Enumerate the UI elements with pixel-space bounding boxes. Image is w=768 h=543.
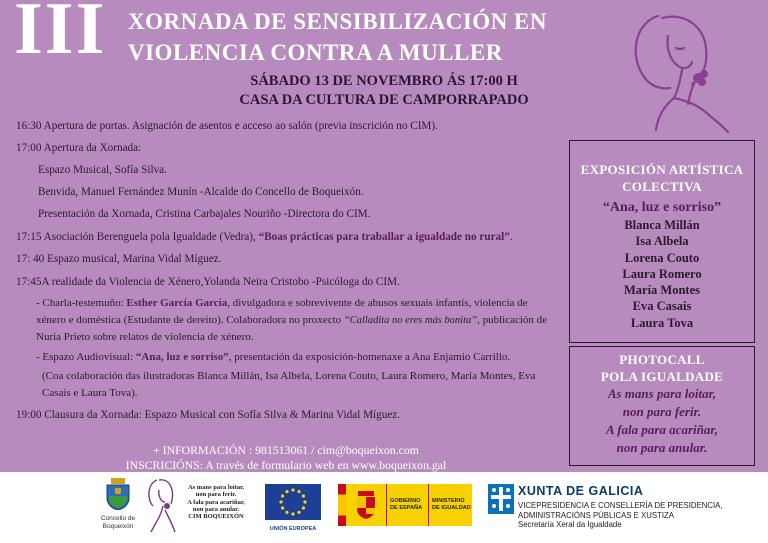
sub-talk-label: - Charla-testemuño: [36,297,127,309]
gov-label-2: DE ESPAÑA [390,505,423,511]
artist-name: Eva Casais [632,299,692,314]
photocall-motto-line: A fala para acariñar, [606,422,718,437]
exhibition-heading-2: COLECTIVA [622,179,702,194]
spain-coat-of-arms-icon [355,491,377,519]
program [0,115,565,435]
cim-motto-line: non para anular. [192,505,240,513]
artist-name: Laura Tova [630,315,694,330]
exhibition-heading-1: EXPOSICIÓN ARTÍSTICA [580,162,744,177]
ministry-label [428,484,472,526]
spain-flag-stripe [338,484,346,526]
photocall-motto-line: non para ferir. [622,404,702,419]
photocall-heading-1: PHOTOCALL [619,352,705,367]
program-sub-audiovisual [36,349,560,366]
xunta-cross-icon [488,484,514,514]
exhibition-title: “Ana, luz e sorriso” [602,200,722,215]
artist-name: Laura Romero [622,266,702,281]
gov-label-1: GOBIERNO [390,498,421,504]
photocall-heading [570,351,754,385]
sub-talk-project: “Calladita no eres más bonita” [343,314,478,326]
program-item-1700: 17:00 Apertura da Xornada: [16,142,142,154]
xunta-department-1: VICEPRESIDENCIA E CONSELLERÍA DE PRESIDENCIA, [518,501,723,510]
sub-talk-speaker: Esther García García [126,297,228,309]
ministry-label-1: MINISTERIO [432,498,465,504]
concello-name-2: Boqueixón [102,522,134,530]
program-sub-talk [36,295,560,346]
program-item-1745: 17:45A realidade da Violencia de Xénero,Yolanda Neira Cristobo -Psicóloga do CIM. [16,276,400,288]
xunta-department-2: ADMINISTRACIÓNS PÚBLICAS E XUSTIZA [518,510,674,520]
spain-arms-panel [346,484,386,526]
artist-name: María Montes [623,283,701,298]
program-item-music: Espazo Musical, Sofía Silva. [38,164,167,176]
photocall-box [569,346,755,466]
program-item-1715 [16,226,513,248]
program-item-welcome: Benvida, Manuel Fernández Munín -Alcalde do Concello de Boqueixón. [38,186,364,198]
program-item-1715-title: “Boas prácticas para traballar a igualdade no rural” [258,231,510,243]
exhibition-heading [570,161,754,195]
program-item-1630: 16:30 Apertura de portas. Asignación de asentos e acceso ao salón (previa inscrición no CIM). [16,120,438,132]
xunta-name: XUNTA DE GALICIA [518,484,644,498]
photocall-heading-2: POLA IGUALDADE [600,369,724,384]
concello-name-1: Concello de [100,515,136,522]
photocall-motto-line: As mans para loitar, [607,386,717,401]
eu-flag-icon [265,484,321,520]
eu-logo [265,484,321,532]
cim-motto-line: CIM BOQUEIXÓN [188,513,244,521]
concello-shield-icon [105,478,131,510]
sub-talk-desc: , divulgadora e sobrevivente de abusos sexuais infantís, violencia de xénero e doméstica (Estudante de dereito). Colaboradora no proxecto [36,297,528,326]
cim-motto-line: As mans para loitar, [187,484,245,491]
venue-line: CASA DA CULTURA DE CAMPORRAPADO [239,92,529,108]
program-item-1715-text: 17:15 Asociación Berenguela pola Igualdade (Vedra), [16,231,259,243]
registration-info: INSCRICIÓNS: A través de formulario web en www.boqueixon.gal [125,458,447,472]
title-line-1: XORNADA DE SENSIBILIZACIÓN EN [128,9,548,34]
spain-government-logo [338,484,472,526]
edition-numeral: III [14,0,107,70]
program-item-1715-end: . [509,231,513,243]
date-line: SÁBADO 13 DE NOVEMBRO ÁS 17:00 H [250,73,518,89]
title-line-2: VIOLENCIA CONTRA A MULLER [128,40,503,65]
photocall-motto-line: non para anular. [616,440,708,455]
program-item-presentation: Presentación da Xornada, Cristina Carbajales Nouriño -Directora do CIM. [38,208,371,220]
woman-with-flower-illustration [618,8,738,133]
sub-talk-desc-end: , publicación de Nuria Prieto sobre relatos de violencia de xénero. [36,313,548,343]
xunta-department-3: Secretaría Xeral da Igualdade [518,520,622,529]
xunta-text [518,484,758,530]
ministry-label-2: DE IGUALDAD [432,505,471,511]
concello-logo [98,478,138,530]
cim-motto-line: non para ferir. [195,491,237,499]
program-sub-collaboration: (Coa colaboración das ilustradoras Blanca Millán, Isa Albela, Lorena Couto, Laura Romero, María Montes, Eva Casais e Laura Tova). [42,370,536,399]
gov-label [386,484,428,526]
eu-label: UNIÓN EUROPEA [269,526,317,532]
artist-name: Isa Albela [635,234,689,249]
artist-name: Blanca Millán [624,218,700,232]
event-title [128,6,547,68]
cim-motto-line: A fala para acariñar, [187,498,245,506]
cim-woman-icon [143,476,179,534]
exhibition-box [569,140,755,343]
artist-name: Lorena Couto [624,250,700,265]
sub-av-title: “Ana, luz e sorriso” [135,351,229,363]
program-item-1740: 17: 40 Espazo musical, Marina Vidal Míguez. [16,253,222,265]
sponsor-footer [0,472,768,543]
cim-motto [180,484,252,520]
contact-info: + INFORMACIÓN : 981513061 / cim@boqueixon.com [153,443,419,457]
concello-name [98,515,138,530]
sub-av-desc: , presentación da exposición-homenaxe a Ana Enjamio Carrillo. [228,351,511,363]
sub-av-label: - Espazo Audiovisual: [36,351,136,363]
program-item-1900: 19:00 Clausura da Xornada: Espazo Musical con Sofía Silva & Marina Vidal Míguez. [16,409,401,421]
